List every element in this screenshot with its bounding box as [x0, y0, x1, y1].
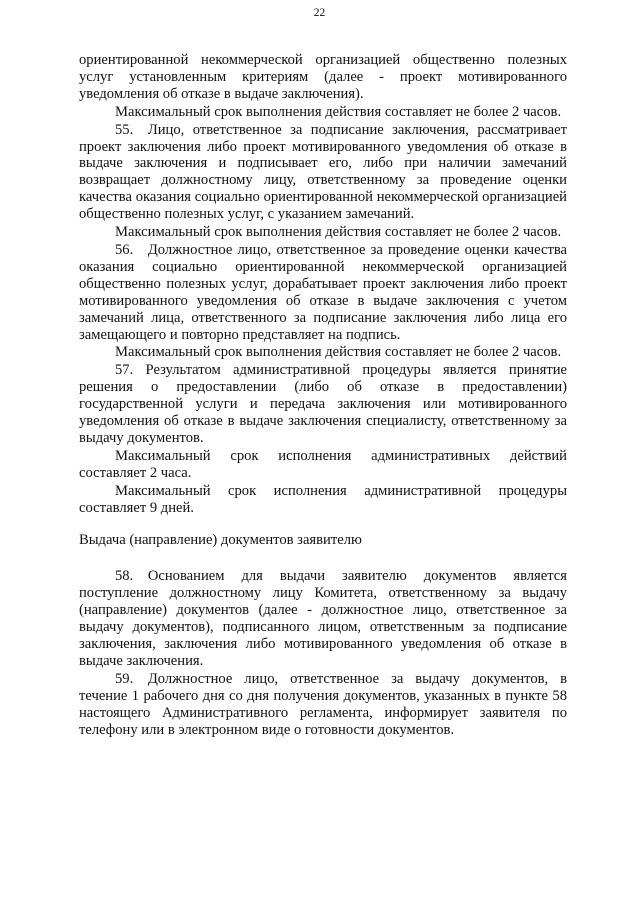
- paragraph-continuation: ориентированной некоммерческой организацией общественно полезных услуг установленным критериям (далее - проект мотивированного уведомления об отказе в выдаче заключения).: [79, 52, 567, 102]
- paragraph-58: 58. Основанием для выдачи заявителю документов является поступление должностному лицу Комитета, ответственному за выдачу (направление) документов (далее - должностное лицо, ответственное за выдачу документов), подписанного лицом, ответственным за подписание заключения, заключения либо мотивированного уведомления об отказе в выдаче заключения.: [79, 568, 567, 669]
- paragraph-time-limit: Максимальный срок выполнения действия составляет не более 2 часов.: [115, 224, 562, 241]
- document-body: [79, 52, 567, 738]
- paragraph-56: 56. Должностное лицо, ответственное за проведение оценки качества оказания социально ориентированной некоммерческой организацией общественно полезных услуг, дорабатывает проект заключения либо проект мотивированного уведомления об отказе в выдаче заключения с учетом замечаний лица, ответственного за подписание заключения либо лица его замещающего и повторно представляет на подпись.: [79, 241, 567, 343]
- paragraph-time-limit: Максимальный срок выполнения действия составляет не более 2 часов.: [115, 103, 562, 120]
- paragraph-57: 57. Результатом административной процедуры является принятие решения о предоставлении (либо об отказе в предоставлении) государственной услуги и передача заключения или мотивированного уведомления об отказе в выдаче заключения специалисту, ответственному за выдачу документов.: [79, 362, 567, 446]
- paragraph-55: 55. Лицо, ответственное за подписание заключения, рассматривает проект заключения либо проект мотивированного уведомления об отказе в выдаче заключения и подписывает его, либо при наличии замечаний возвращает должностному лицу, ответственному за проведение оценки качества оказания социально ориентированной некоммерческой организацией общественно полезных услуг, с указанием замечаний.: [79, 121, 567, 223]
- paragraph-time-limit: Максимальный срок исполнения административной процедуры составляет 9 дней.: [79, 482, 567, 516]
- page-number: 22: [313, 7, 326, 19]
- paragraph-59: 59. Должностное лицо, ответственное за выдачу документов, в течение 1 рабочего дня со дня получения документов, указанных в пункте 58 настоящего Административного регламента, информирует заявителя по телефону или в электронном виде о готовности документов.: [79, 670, 567, 738]
- paragraph-time-limit: Максимальный срок выполнения действия составляет не более 2 часов.: [115, 344, 562, 361]
- paragraph-time-limit: Максимальный срок исполнения административных действий составляет 2 часа.: [79, 447, 567, 481]
- section-heading: Выдача (направление) документов заявителю: [79, 532, 362, 549]
